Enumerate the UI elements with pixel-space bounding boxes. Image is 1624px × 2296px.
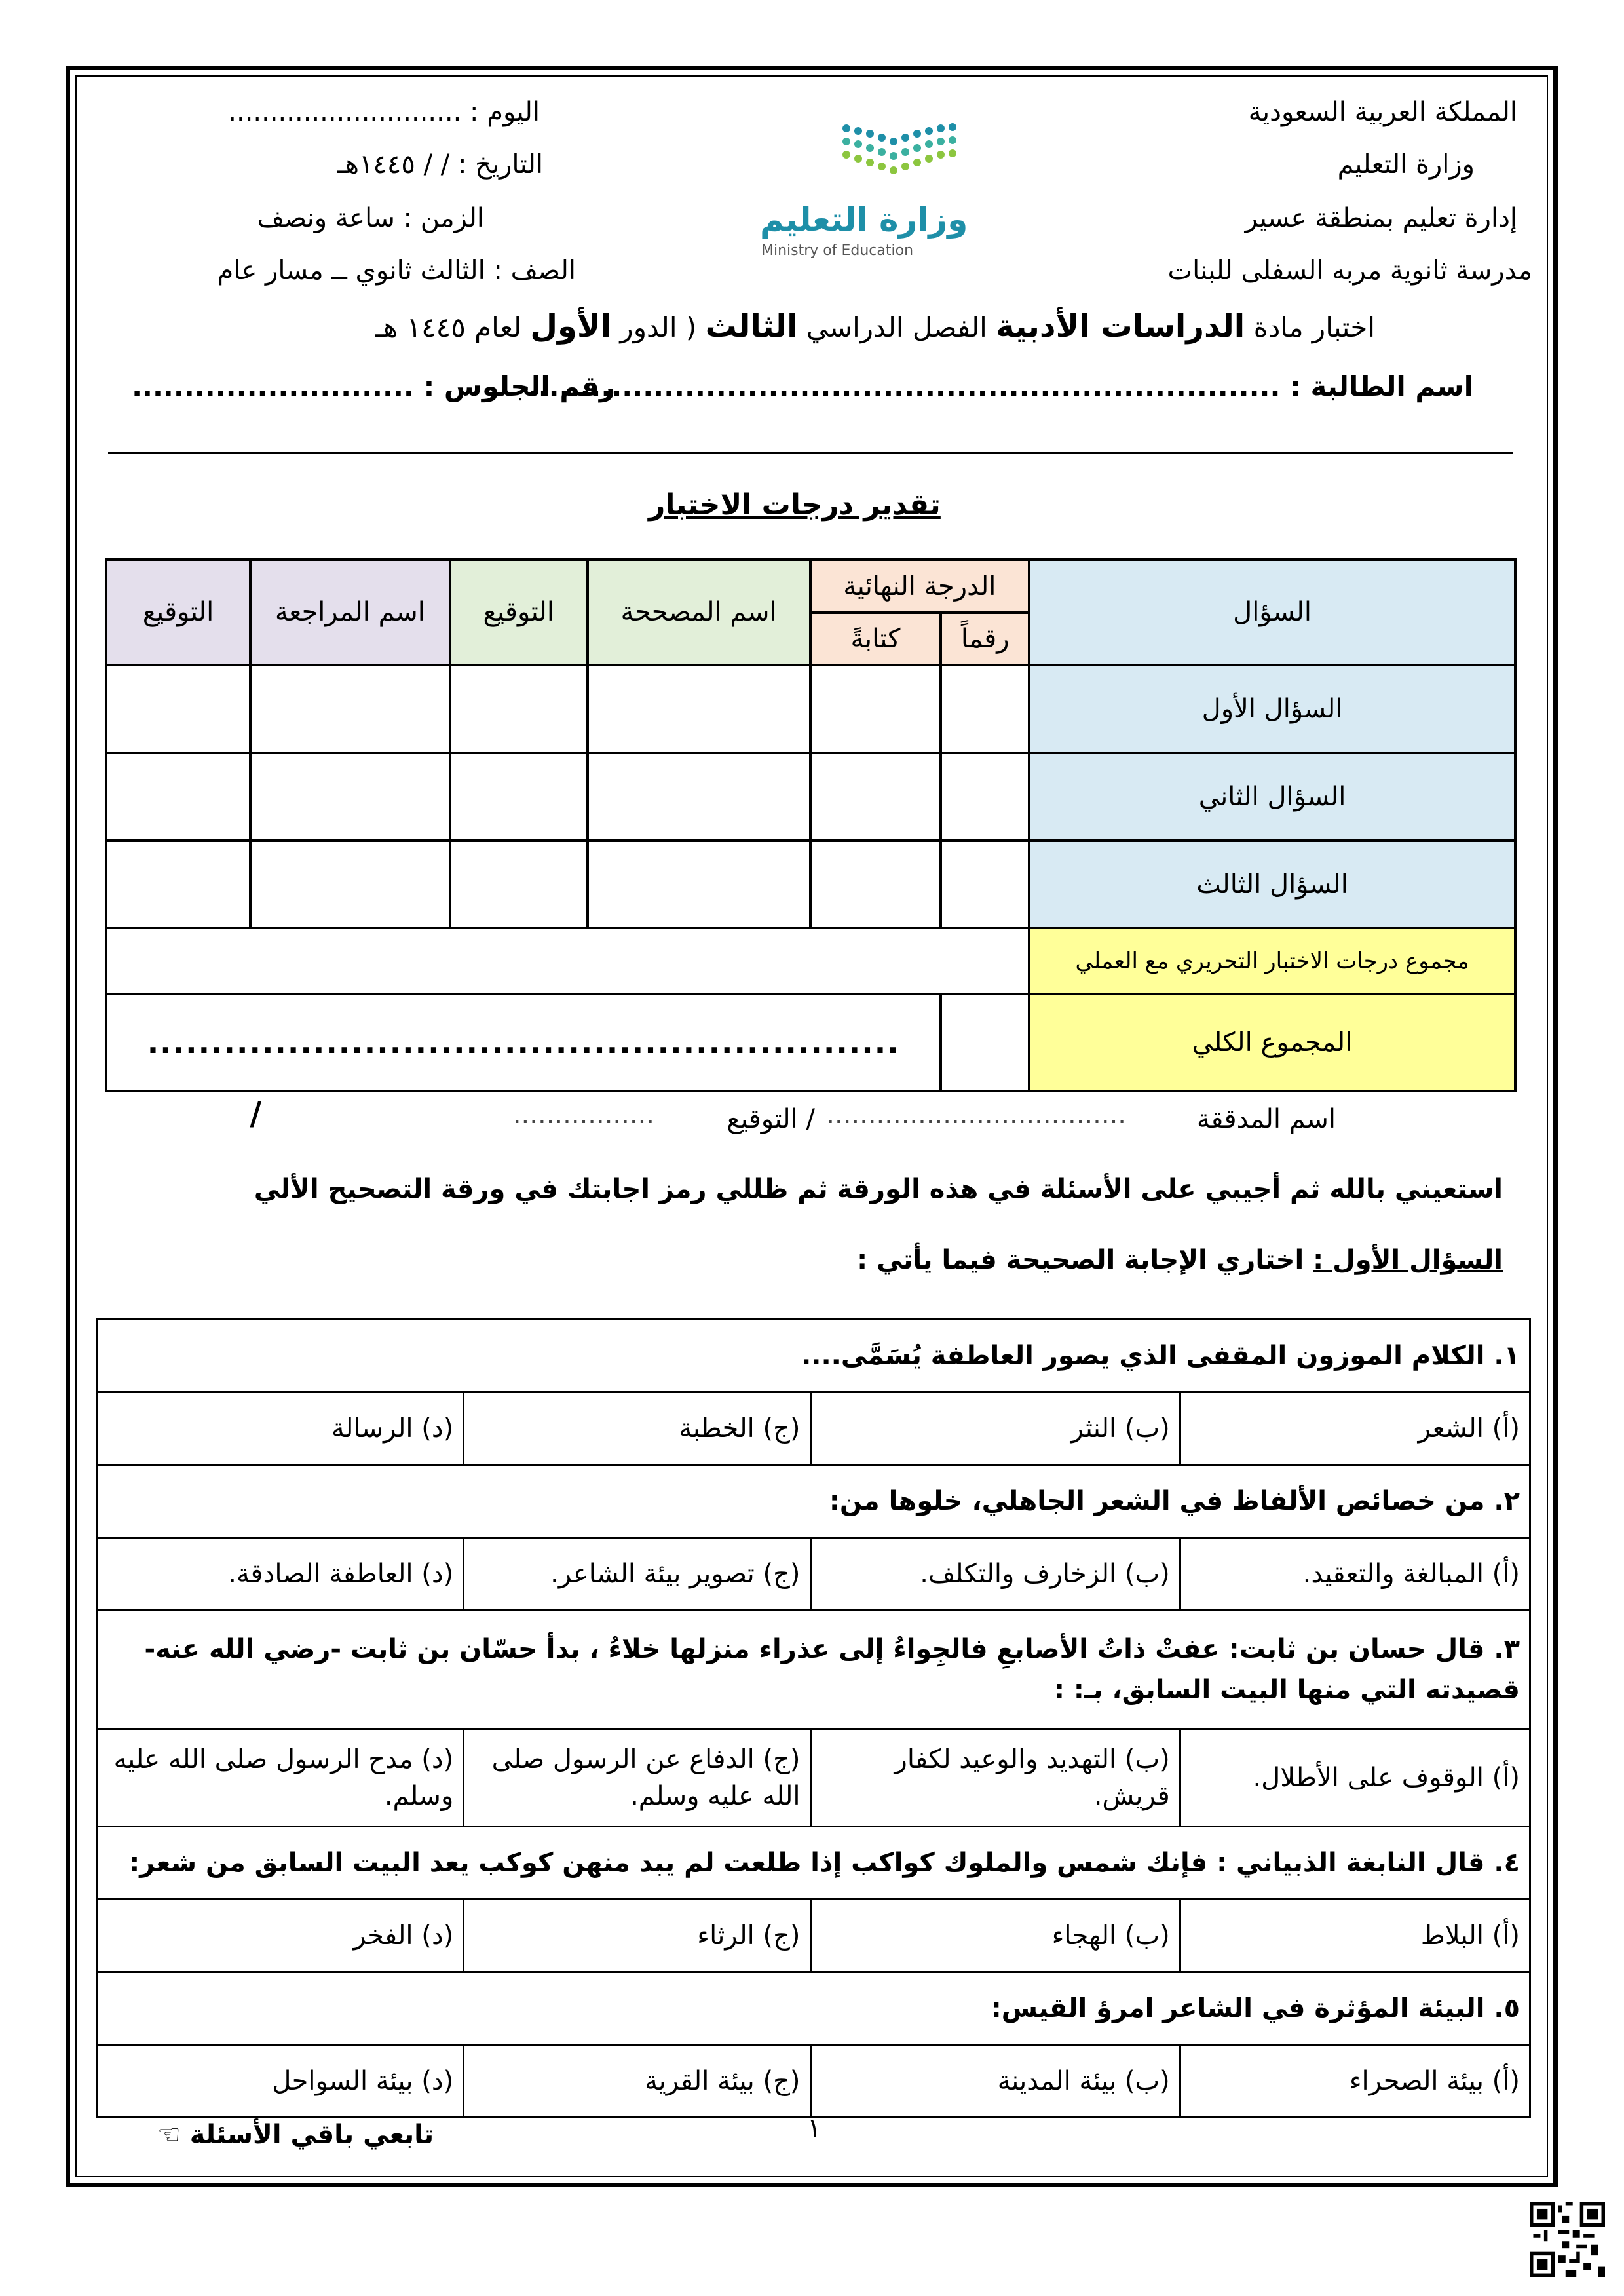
exam-prefix: اختبار مادة bbox=[1253, 311, 1375, 343]
exam-subject: الدراسات الأدبية bbox=[996, 308, 1245, 345]
q3-option-a[interactable]: (أ) الوقوف على الأطلال. bbox=[1180, 1729, 1530, 1827]
grade-cell[interactable] bbox=[810, 841, 941, 927]
col-written: كتابةً bbox=[810, 613, 941, 664]
grade-cell[interactable] bbox=[588, 665, 810, 753]
grade-cell[interactable] bbox=[941, 665, 1029, 753]
grade-cell[interactable] bbox=[250, 841, 450, 927]
col-numeric: رقماً bbox=[941, 613, 1029, 664]
grade-table bbox=[105, 558, 1517, 1092]
q2-option-c[interactable]: (ج) تصوير بيئة الشاعر. bbox=[464, 1538, 810, 1611]
exam-round: الأول bbox=[530, 308, 612, 345]
grade-cell[interactable] bbox=[250, 753, 450, 841]
exam-round-pre: ( الدور bbox=[620, 311, 697, 343]
auditor-dots-2[interactable]: ................. bbox=[512, 1100, 654, 1130]
section1-title-text: اختاري الإجابة الصحيحة فيما يأتي : bbox=[857, 1245, 1304, 1275]
col-reviewer: اسم المراجعة bbox=[250, 560, 450, 665]
total-numeric-cell[interactable] bbox=[941, 994, 1029, 1091]
seat-number-field[interactable]: رقم الجلوس : ........................... bbox=[132, 370, 615, 402]
header-day: اليوم : ............................ bbox=[228, 97, 540, 127]
row-question-1: السؤال الأول bbox=[1029, 665, 1515, 753]
q5-option-d[interactable]: (د) بيئة السواحل bbox=[98, 2045, 464, 2118]
grade-cell[interactable] bbox=[450, 665, 588, 753]
header-directorate: إدارة تعليم بمنطقة عسير bbox=[1245, 203, 1517, 233]
auditor-slash: / bbox=[250, 1096, 261, 1132]
grade-cell[interactable] bbox=[450, 841, 588, 927]
grade-table-title: تقدير درجات الاختبار bbox=[649, 488, 941, 522]
q5-option-c[interactable]: (ج) بيئة القرية bbox=[464, 2045, 810, 2118]
row-sum-label: مجموع درجات الاختبار التحريري مع العملي bbox=[1029, 928, 1515, 995]
q3-option-d[interactable]: (د) مدح الرسول صلى الله عليه وسلم. bbox=[98, 1729, 464, 1827]
qr-code-icon bbox=[1530, 2202, 1605, 2277]
col-question: السؤال bbox=[1029, 560, 1515, 665]
student-name-field[interactable]: اسم الطالبة : ........................................................................ bbox=[527, 370, 1473, 402]
question-3: ٣. قال حسان بن ثابت: عفتْ ذاتُ الأصابعِ فالجِواءُ إلى عذراء منزلها خلاءُ ، بدأ حسّان بن ثابت -رضي الله عنه- قصيدته التي منها البيت السابق، بـ: : bbox=[98, 1611, 1530, 1729]
q3-option-c[interactable]: (ج) الدفاع عن الرسول صلى الله عليه وسلم. bbox=[464, 1729, 810, 1827]
question-2: ٢. من خصائص الألفاظ في الشعر الجاهلي، خلوها من: bbox=[98, 1465, 1530, 1538]
exam-term: الثالث bbox=[705, 308, 798, 345]
row-question-3: السؤال الثالث bbox=[1029, 841, 1515, 927]
q1-option-c[interactable]: (ج) الخطبة bbox=[464, 1392, 810, 1465]
page-number: ١ bbox=[807, 2113, 821, 2143]
questions-table bbox=[96, 1318, 1531, 2118]
q4-option-a[interactable]: (أ) البلاط bbox=[1180, 1900, 1530, 1972]
grade-cell[interactable] bbox=[450, 753, 588, 841]
total-written-cell[interactable] bbox=[106, 994, 941, 1091]
col-corrector: اسم المصححة bbox=[588, 560, 810, 665]
grade-cell[interactable] bbox=[941, 753, 1029, 841]
header-divider bbox=[108, 452, 1513, 454]
grade-cell[interactable] bbox=[106, 841, 250, 927]
grade-cell[interactable] bbox=[810, 753, 941, 841]
header-date: التاريخ : / / ١٤٤٥هـ bbox=[337, 149, 543, 180]
q1-option-b[interactable]: (ب) النثر bbox=[810, 1392, 1180, 1465]
grade-cell[interactable] bbox=[941, 841, 1029, 927]
q2-option-d[interactable]: (د) العاطفة الصادقة. bbox=[98, 1538, 464, 1611]
q5-option-a[interactable]: (أ) بيئة الصحراء bbox=[1180, 2045, 1530, 2118]
q1-option-a[interactable]: (أ) الشعر bbox=[1180, 1392, 1530, 1465]
question-1: ١. الكلام الموزون المقفى الذي يصور العاطفة يُسَمَّى.... bbox=[98, 1320, 1530, 1392]
auditor-sign-label: / التوقيع bbox=[727, 1104, 815, 1134]
q4-option-c[interactable]: (ج) الرثاء bbox=[464, 1900, 810, 1972]
grade-cell[interactable] bbox=[106, 753, 250, 841]
grade-cell[interactable] bbox=[106, 665, 250, 753]
row-question-2: السؤال الثاني bbox=[1029, 753, 1515, 841]
exam-title bbox=[375, 308, 1375, 345]
logo-english: Ministry of Education bbox=[761, 242, 914, 259]
grade-cell[interactable] bbox=[250, 665, 450, 753]
hand-pointer-icon: ☜ bbox=[157, 2120, 181, 2150]
question-4: ٤. قال النابغة الذبياني : فإنك شمس والملوك كواكب إذا طلعت لم يبد منهن كوكب يعد البيت السابق من شعر: bbox=[98, 1827, 1530, 1900]
q4-option-b[interactable]: (ب) الهجاء bbox=[810, 1900, 1180, 1972]
col-final-grade: الدرجة النهائية bbox=[810, 560, 1030, 613]
sum-cell[interactable] bbox=[106, 928, 1029, 995]
continue-text: تابعي باقي الأسئلة bbox=[189, 2120, 434, 2150]
auditor-dots-1[interactable]: .................................... bbox=[826, 1100, 1126, 1130]
header-kingdom: المملكة العربية السعودية bbox=[1248, 97, 1517, 127]
q3-option-b[interactable]: (ب) التهديد والوعيد لكفار قريش. bbox=[810, 1729, 1180, 1827]
col-signature-2: التوقيع bbox=[106, 560, 250, 665]
exam-mid: الفصل الدراسي bbox=[806, 311, 987, 343]
q2-option-b[interactable]: (ب) الزخارف والتكلف. bbox=[810, 1538, 1180, 1611]
section1-title-label: السؤال الأول : bbox=[1313, 1245, 1503, 1275]
q5-option-b[interactable]: (ب) بيئة المدينة bbox=[810, 2045, 1180, 2118]
header-school: مدرسة ثانوية مربه السفلى للبنات bbox=[1167, 256, 1532, 286]
logo-arabic: وزارة التعليم bbox=[760, 201, 968, 239]
continue-note bbox=[157, 2120, 434, 2150]
ministry-logo bbox=[753, 122, 1015, 266]
auditor-name-label: اسم المدققة bbox=[1196, 1104, 1336, 1134]
exam-year: لعام ١٤٤٥ هـ bbox=[375, 311, 522, 343]
q4-option-d[interactable]: (د) الفخر bbox=[98, 1900, 464, 1972]
question-5: ٥. البيئة المؤثرة في الشاعر امرؤ القيس: bbox=[98, 1972, 1530, 2045]
grade-cell[interactable] bbox=[588, 841, 810, 927]
header-class: الصف : الثالث ثانوي ــ مسار عام bbox=[217, 256, 576, 286]
grade-cell[interactable] bbox=[588, 753, 810, 841]
instructions: استعيني بالله ثم أجيبي على الأسئلة في هذه الورقة ثم ظللي رمز اجابتك في ورقة التصحيح الألي bbox=[254, 1174, 1503, 1204]
grade-cell[interactable] bbox=[810, 665, 941, 753]
header-time: الزمن : ساعة ونصف bbox=[257, 203, 484, 233]
q1-option-d[interactable]: (د) الرسالة bbox=[98, 1392, 464, 1465]
section1-title bbox=[857, 1245, 1503, 1275]
col-signature-1: التوقيع bbox=[450, 560, 588, 665]
row-total-label: المجموع الكلي bbox=[1029, 994, 1515, 1091]
total-dots: ........................................................... bbox=[147, 1025, 900, 1061]
header-ministry: وزارة التعليم bbox=[1337, 149, 1475, 180]
q2-option-a[interactable]: (أ) المبالغة والتعقيد. bbox=[1180, 1538, 1530, 1611]
